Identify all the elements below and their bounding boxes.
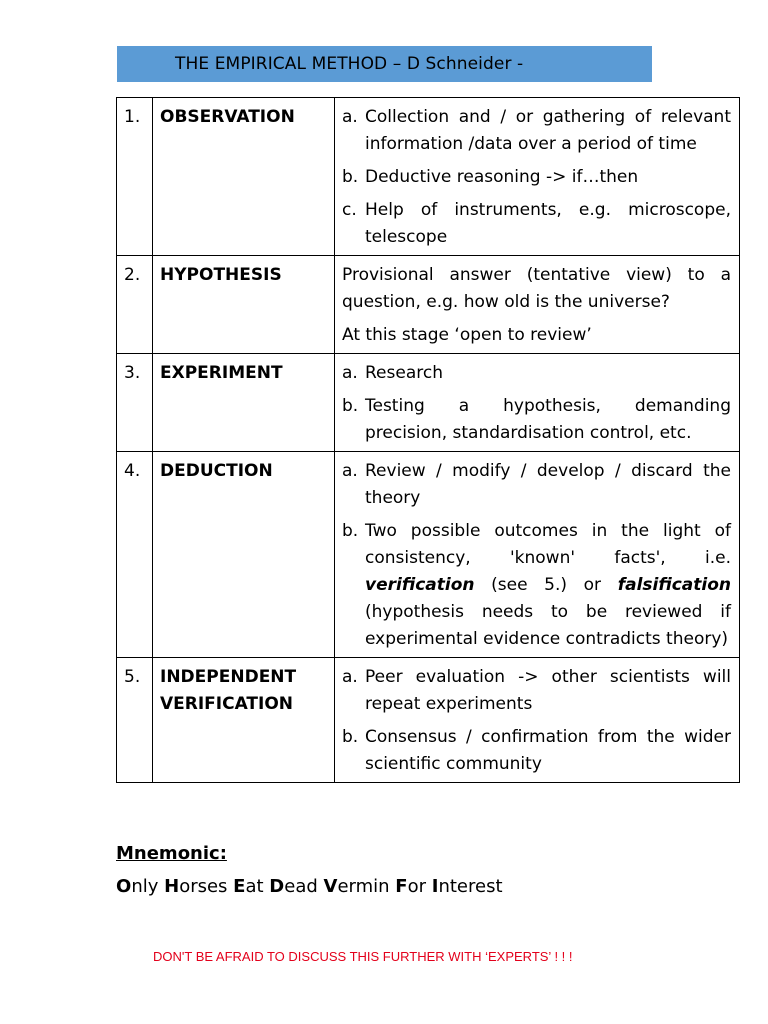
mnemonic-word-rest: nterest [438,876,503,897]
verification-term: verification [365,575,475,595]
step-description [335,98,740,256]
item-text: Deductive reasoning -> if…then [365,167,639,187]
step-name [153,658,335,783]
step-name: DEDUCTION [153,452,335,658]
mnemonic-word-rest: ead [284,876,318,897]
item-label: b. [342,521,359,541]
mnemonic-initial: H [164,876,180,897]
step-name-line: INDEPENDENT [160,667,297,687]
mnemonic-initial: D [269,876,285,897]
mnemonic-word-rest: orses [179,876,228,897]
mnemonic-phrase [116,876,503,897]
item-label: a. [342,461,358,481]
falsification-term: falsification [617,575,732,595]
step-description [335,256,740,354]
mnemonic-heading: Mnemonic: [116,843,227,864]
step-name: HYPOTHESIS [153,256,335,354]
mnemonic-word-rest: at [245,876,264,897]
item-text-part: (see 5.) or [491,575,602,595]
step-description [335,354,740,452]
table-row [117,452,740,658]
item-text: Collection and / or gathering of relevant information /data over a period of time [365,107,731,154]
item-text: Testing a hypothesis, demanding precision, standardisation control, etc. [365,396,731,443]
empirical-method-table [116,97,740,783]
item-text-part: Two possible outcomes in the light of consistency, 'known' facts', i.e. [365,521,731,568]
footer-note: DON'T BE AFRAID TO DISCUSS THIS FURTHER WITH ‘EXPERTS’ ! ! ! [153,949,573,964]
step-description [335,452,740,658]
page-title: THE EMPIRICAL METHOD – D Schneider - [117,46,652,82]
step-number: 2. [117,256,153,354]
item-label: b. [342,167,359,187]
item-label: a. [342,107,358,127]
list-item [342,393,731,447]
step-description [335,658,740,783]
list-item [342,360,731,387]
step-name: EXPERIMENT [153,354,335,452]
list-item [342,518,731,653]
table-row [117,256,740,354]
mnemonic-initial: F [395,876,408,897]
step-number: 1. [117,98,153,256]
list-item [342,664,731,718]
mnemonic-initial: I [431,876,439,897]
step-number: 5. [117,658,153,783]
item-text: Help of instruments, e.g. microscope, telescope [365,200,731,247]
item-text [365,518,731,653]
item-text: Consensus / confirmation from the wider scientific community [365,727,731,774]
step-number: 4. [117,452,153,658]
mnemonic-word-rest: or [407,876,427,897]
table-row [117,354,740,452]
step-name: OBSERVATION [153,98,335,256]
item-label: c. [342,200,357,220]
item-label: a. [342,363,358,383]
table-row [117,658,740,783]
list-item [342,104,731,158]
item-label: b. [342,396,359,416]
step-name-line: VERIFICATION [160,694,294,714]
list-item [342,724,731,778]
item-text-part: (hypothesis needs to be reviewed if experimental evidence contradicts theory) [365,602,731,649]
mnemonic-initial: O [116,876,132,897]
mnemonic-initial: E [233,876,246,897]
item-label: a. [342,667,358,687]
mnemonic-word-rest: ermin [337,876,390,897]
mnemonic-word-rest: nly [131,876,159,897]
paragraph: Provisional answer (tentative view) to a question, e.g. how old is the universe? [342,265,731,312]
table-row [117,98,740,256]
list-item [342,458,731,512]
step-number: 3. [117,354,153,452]
list-item [342,197,731,251]
list-item [342,164,731,191]
mnemonic-initial: V [323,876,338,897]
item-text: Peer evaluation -> other scientists will repeat experiments [365,667,731,714]
item-text: Research [365,363,443,383]
item-text: Review / modify / develop / discard the theory [365,461,731,508]
paragraph: At this stage ‘open to review’ [342,325,592,345]
item-label: b. [342,727,359,747]
